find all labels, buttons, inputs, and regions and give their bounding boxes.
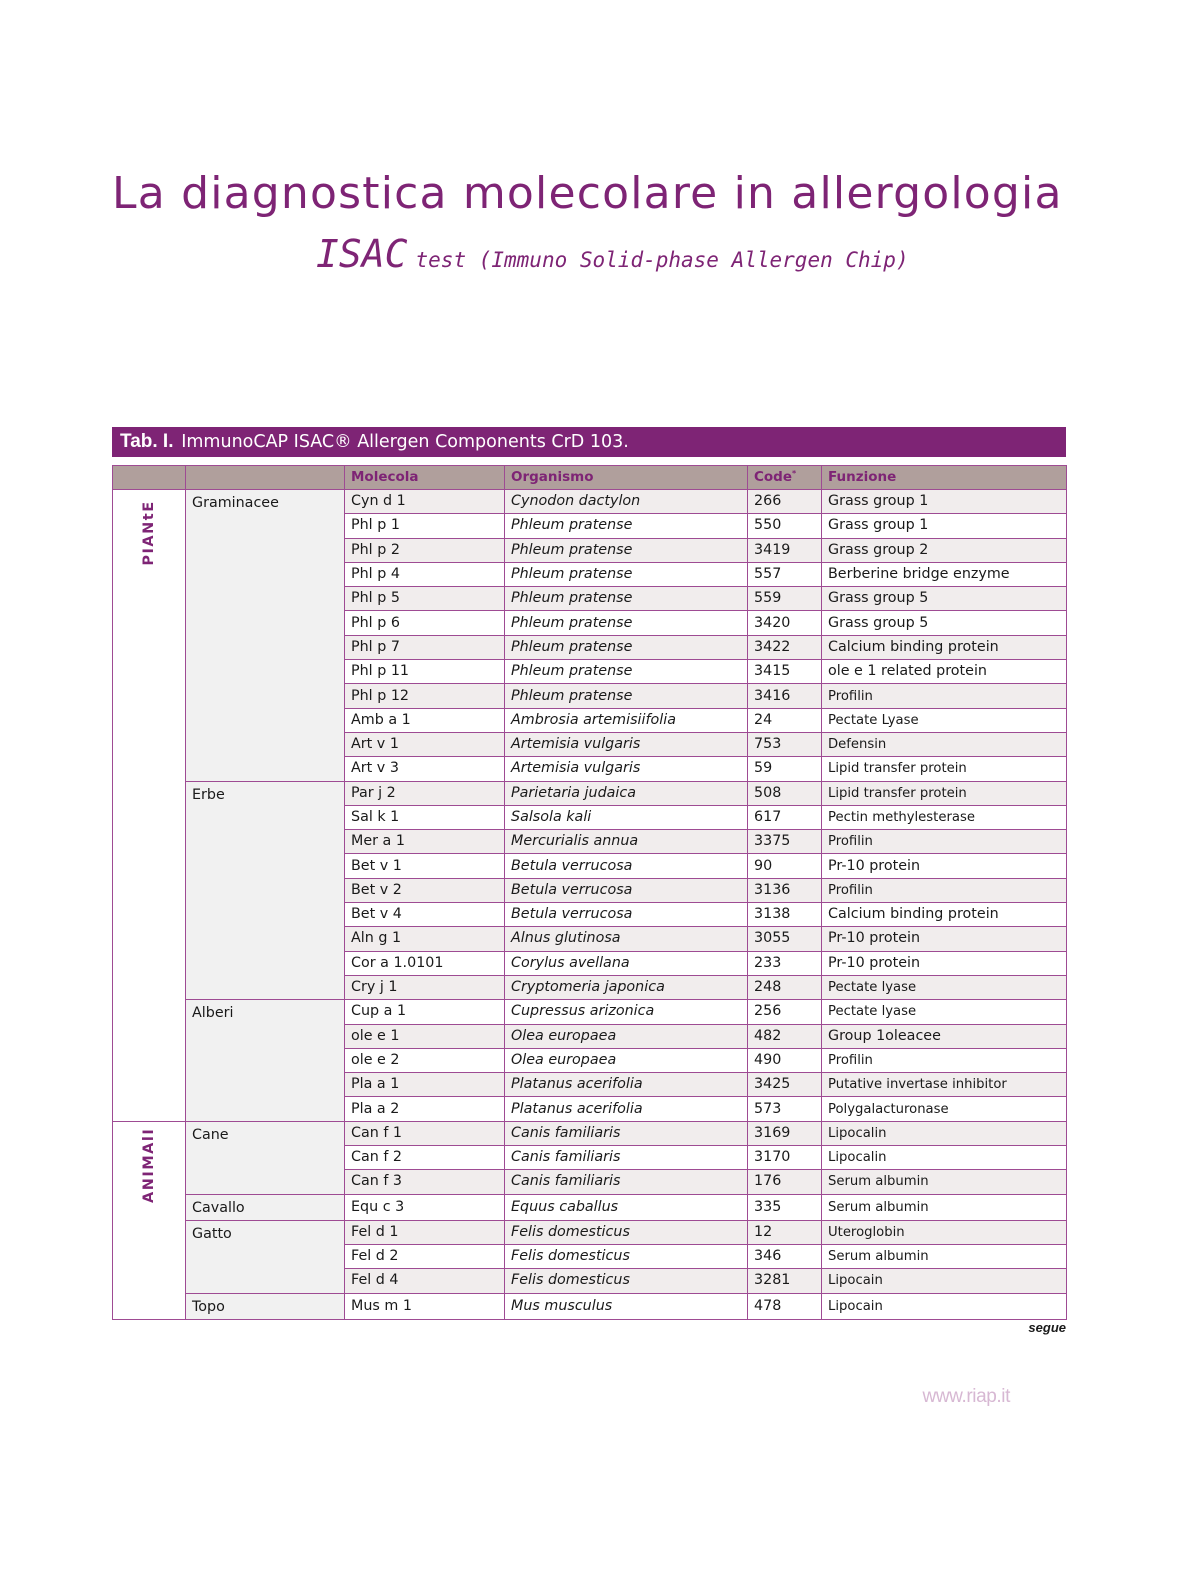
page-title: La diagnostica molecolare in allergologia bbox=[112, 168, 1063, 219]
table-caption bbox=[112, 427, 1066, 457]
code-cell: 3281 bbox=[748, 1269, 822, 1293]
funzione-cell: Uteroglobin bbox=[822, 1220, 1067, 1244]
molecola-cell: Mus m 1 bbox=[345, 1293, 505, 1319]
funzione-cell: Defensin bbox=[822, 732, 1067, 756]
organismo-cell: Cryptomeria japonica bbox=[505, 975, 748, 999]
funzione-cell: Lipocain bbox=[822, 1269, 1067, 1293]
table-row bbox=[113, 1220, 1067, 1244]
organismo-cell: Equus caballus bbox=[505, 1194, 748, 1220]
organismo-cell: Alnus glutinosa bbox=[505, 927, 748, 951]
group-cell: Cavallo bbox=[186, 1194, 345, 1220]
funzione-cell: Grass group 5 bbox=[822, 587, 1067, 611]
molecola-cell: Phl p 4 bbox=[345, 562, 505, 586]
code-cell: 482 bbox=[748, 1024, 822, 1048]
website-link[interactable]: www.riap.it bbox=[922, 1386, 1010, 1407]
molecola-cell: Fel d 4 bbox=[345, 1269, 505, 1293]
header-funzione: Funzione bbox=[822, 466, 1067, 490]
code-cell: 3419 bbox=[748, 538, 822, 562]
molecola-cell: Fel d 1 bbox=[345, 1220, 505, 1244]
organismo-cell: Ambrosia artemisiifolia bbox=[505, 708, 748, 732]
organismo-cell: Felis domesticus bbox=[505, 1220, 748, 1244]
funzione-cell: Profilin bbox=[822, 684, 1067, 708]
organismo-cell: Mus musculus bbox=[505, 1293, 748, 1319]
molecola-cell: Equ c 3 bbox=[345, 1194, 505, 1220]
organismo-cell: Phleum pratense bbox=[505, 514, 748, 538]
organismo-cell: Artemisia vulgaris bbox=[505, 732, 748, 756]
code-cell: 3170 bbox=[748, 1146, 822, 1170]
molecola-cell: Phl p 1 bbox=[345, 514, 505, 538]
funzione-cell: Lipid transfer protein bbox=[822, 757, 1067, 781]
molecola-cell: Phl p 7 bbox=[345, 635, 505, 659]
code-cell: 559 bbox=[748, 587, 822, 611]
code-cell: 3375 bbox=[748, 830, 822, 854]
organismo-cell: Mercurialis annua bbox=[505, 830, 748, 854]
group-cell: Erbe bbox=[186, 781, 345, 1000]
code-cell: 256 bbox=[748, 1000, 822, 1024]
table-header-row bbox=[113, 466, 1067, 490]
funzione-cell: Grass group 5 bbox=[822, 611, 1067, 635]
molecola-cell: Par j 2 bbox=[345, 781, 505, 805]
code-cell: 24 bbox=[748, 708, 822, 732]
funzione-cell: Pr-10 protein bbox=[822, 927, 1067, 951]
molecola-cell: Bet v 4 bbox=[345, 903, 505, 927]
molecola-cell: Pla a 1 bbox=[345, 1073, 505, 1097]
code-cell: 266 bbox=[748, 490, 822, 514]
molecola-cell: ole e 1 bbox=[345, 1024, 505, 1048]
funzione-cell: Grass group 1 bbox=[822, 514, 1067, 538]
molecola-cell: Cup a 1 bbox=[345, 1000, 505, 1024]
code-cell: 490 bbox=[748, 1048, 822, 1072]
molecola-cell: Fel d 2 bbox=[345, 1244, 505, 1268]
code-cell: 3420 bbox=[748, 611, 822, 635]
funzione-cell: Lipocain bbox=[822, 1293, 1067, 1319]
category-label: PIANtE bbox=[141, 500, 157, 566]
molecola-cell: Aln g 1 bbox=[345, 927, 505, 951]
organismo-cell: Salsola kali bbox=[505, 805, 748, 829]
funzione-cell: Berberine bridge enzyme bbox=[822, 562, 1067, 586]
funzione-cell: Putative invertase inhibitor bbox=[822, 1073, 1067, 1097]
funzione-cell: Pr-10 protein bbox=[822, 854, 1067, 878]
code-cell: 3138 bbox=[748, 903, 822, 927]
funzione-cell: Pectate lyase bbox=[822, 975, 1067, 999]
molecola-cell: Can f 2 bbox=[345, 1146, 505, 1170]
header-code-mark: * bbox=[792, 469, 797, 478]
code-cell: 557 bbox=[748, 562, 822, 586]
molecola-cell: Cyn d 1 bbox=[345, 490, 505, 514]
table-row bbox=[113, 1293, 1067, 1319]
header-group bbox=[186, 466, 345, 490]
organismo-cell: Olea europaea bbox=[505, 1024, 748, 1048]
organismo-cell: Phleum pratense bbox=[505, 660, 748, 684]
organismo-cell: Cupressus arizonica bbox=[505, 1000, 748, 1024]
organismo-cell: Phleum pratense bbox=[505, 562, 748, 586]
funzione-cell: Serum albumin bbox=[822, 1244, 1067, 1268]
organismo-cell: Phleum pratense bbox=[505, 635, 748, 659]
organismo-cell: Canis familiaris bbox=[505, 1146, 748, 1170]
funzione-cell: Pectin methylesterase bbox=[822, 805, 1067, 829]
code-cell: 90 bbox=[748, 854, 822, 878]
funzione-cell: Group 1oleacee bbox=[822, 1024, 1067, 1048]
organismo-cell: Cynodon dactylon bbox=[505, 490, 748, 514]
code-cell: 478 bbox=[748, 1293, 822, 1319]
organismo-cell: Canis familiaris bbox=[505, 1121, 748, 1145]
funzione-cell: ole e 1 related protein bbox=[822, 660, 1067, 684]
category-label: ANIMAlI bbox=[141, 1127, 157, 1203]
molecola-cell: Phl p 6 bbox=[345, 611, 505, 635]
organismo-cell: Betula verrucosa bbox=[505, 878, 748, 902]
header-category bbox=[113, 466, 186, 490]
code-cell: 233 bbox=[748, 951, 822, 975]
organismo-cell: Betula verrucosa bbox=[505, 903, 748, 927]
code-cell: 335 bbox=[748, 1194, 822, 1220]
subtitle-description: test (Immuno Solid-phase Allergen Chip) bbox=[415, 248, 909, 272]
code-cell: 12 bbox=[748, 1220, 822, 1244]
category-cell bbox=[113, 1121, 186, 1319]
group-cell: Topo bbox=[186, 1293, 345, 1319]
table-row bbox=[113, 1121, 1067, 1145]
organismo-cell: Canis familiaris bbox=[505, 1170, 748, 1194]
code-cell: 248 bbox=[748, 975, 822, 999]
code-cell: 3422 bbox=[748, 635, 822, 659]
code-cell: 59 bbox=[748, 757, 822, 781]
funzione-cell: Calcium binding protein bbox=[822, 903, 1067, 927]
molecola-cell: Pla a 2 bbox=[345, 1097, 505, 1121]
organismo-cell: Phleum pratense bbox=[505, 684, 748, 708]
funzione-cell: Lipocalin bbox=[822, 1146, 1067, 1170]
table-row bbox=[113, 781, 1067, 805]
table-caption-label: Tab. I. bbox=[120, 431, 174, 452]
funzione-cell: Pr-10 protein bbox=[822, 951, 1067, 975]
molecola-cell: ole e 2 bbox=[345, 1048, 505, 1072]
code-cell: 753 bbox=[748, 732, 822, 756]
table-body bbox=[113, 490, 1067, 1320]
continued-note: segue bbox=[1028, 1320, 1066, 1335]
header-code-label: Code bbox=[754, 469, 793, 485]
table-row bbox=[113, 490, 1067, 514]
funzione-cell: Polygalacturonase bbox=[822, 1097, 1067, 1121]
group-cell: Graminacee bbox=[186, 490, 345, 782]
funzione-cell: Profilin bbox=[822, 1048, 1067, 1072]
molecola-cell: Mer a 1 bbox=[345, 830, 505, 854]
subtitle-isac: ISAC bbox=[316, 232, 408, 276]
molecola-cell: Sal k 1 bbox=[345, 805, 505, 829]
molecola-cell: Can f 3 bbox=[345, 1170, 505, 1194]
molecola-cell: Amb a 1 bbox=[345, 708, 505, 732]
funzione-cell: Calcium binding protein bbox=[822, 635, 1067, 659]
funzione-cell: Lipid transfer protein bbox=[822, 781, 1067, 805]
header-code bbox=[748, 466, 822, 490]
molecola-cell: Art v 1 bbox=[345, 732, 505, 756]
molecola-cell: Bet v 2 bbox=[345, 878, 505, 902]
table-row bbox=[113, 1194, 1067, 1220]
code-cell: 346 bbox=[748, 1244, 822, 1268]
table-row bbox=[113, 1000, 1067, 1024]
table-container bbox=[112, 427, 1066, 1320]
funzione-cell: Pectate lyase bbox=[822, 1000, 1067, 1024]
code-cell: 617 bbox=[748, 805, 822, 829]
code-cell: 550 bbox=[748, 514, 822, 538]
organismo-cell: Betula verrucosa bbox=[505, 854, 748, 878]
funzione-cell: Serum albumin bbox=[822, 1170, 1067, 1194]
code-cell: 176 bbox=[748, 1170, 822, 1194]
header-molecola: Molecola bbox=[345, 466, 505, 490]
molecola-cell: Phl p 11 bbox=[345, 660, 505, 684]
header-organismo: Organismo bbox=[505, 466, 748, 490]
funzione-cell: Serum albumin bbox=[822, 1194, 1067, 1220]
code-cell: 3415 bbox=[748, 660, 822, 684]
molecola-cell: Phl p 2 bbox=[345, 538, 505, 562]
code-cell: 3055 bbox=[748, 927, 822, 951]
organismo-cell: Felis domesticus bbox=[505, 1269, 748, 1293]
organismo-cell: Platanus acerifolia bbox=[505, 1097, 748, 1121]
organismo-cell: Felis domesticus bbox=[505, 1244, 748, 1268]
organismo-cell: Olea europaea bbox=[505, 1048, 748, 1072]
molecola-cell: Phl p 12 bbox=[345, 684, 505, 708]
organismo-cell: Platanus acerifolia bbox=[505, 1073, 748, 1097]
group-cell: Gatto bbox=[186, 1220, 345, 1293]
allergen-table bbox=[112, 465, 1067, 1320]
molecola-cell: Can f 1 bbox=[345, 1121, 505, 1145]
funzione-cell: Grass group 2 bbox=[822, 538, 1067, 562]
group-cell: Alberi bbox=[186, 1000, 345, 1121]
code-cell: 508 bbox=[748, 781, 822, 805]
molecola-cell: Art v 3 bbox=[345, 757, 505, 781]
code-cell: 3136 bbox=[748, 878, 822, 902]
organismo-cell: Parietaria judaica bbox=[505, 781, 748, 805]
molecola-cell: Cor a 1.0101 bbox=[345, 951, 505, 975]
organismo-cell: Corylus avellana bbox=[505, 951, 748, 975]
organismo-cell: Artemisia vulgaris bbox=[505, 757, 748, 781]
funzione-cell: Grass group 1 bbox=[822, 490, 1067, 514]
organismo-cell: Phleum pratense bbox=[505, 587, 748, 611]
category-cell bbox=[113, 490, 186, 1122]
table-caption-text: ImmunoCAP ISAC® Allergen Components CrD 103. bbox=[181, 432, 629, 452]
code-cell: 573 bbox=[748, 1097, 822, 1121]
organismo-cell: Phleum pratense bbox=[505, 611, 748, 635]
molecola-cell: Bet v 1 bbox=[345, 854, 505, 878]
funzione-cell: Profilin bbox=[822, 878, 1067, 902]
molecola-cell: Phl p 5 bbox=[345, 587, 505, 611]
funzione-cell: Lipocalin bbox=[822, 1121, 1067, 1145]
funzione-cell: Profilin bbox=[822, 830, 1067, 854]
group-cell: Cane bbox=[186, 1121, 345, 1194]
molecola-cell: Cry j 1 bbox=[345, 975, 505, 999]
page-subtitle bbox=[316, 232, 909, 276]
funzione-cell: Pectate Lyase bbox=[822, 708, 1067, 732]
code-cell: 3169 bbox=[748, 1121, 822, 1145]
organismo-cell: Phleum pratense bbox=[505, 538, 748, 562]
code-cell: 3416 bbox=[748, 684, 822, 708]
code-cell: 3425 bbox=[748, 1073, 822, 1097]
